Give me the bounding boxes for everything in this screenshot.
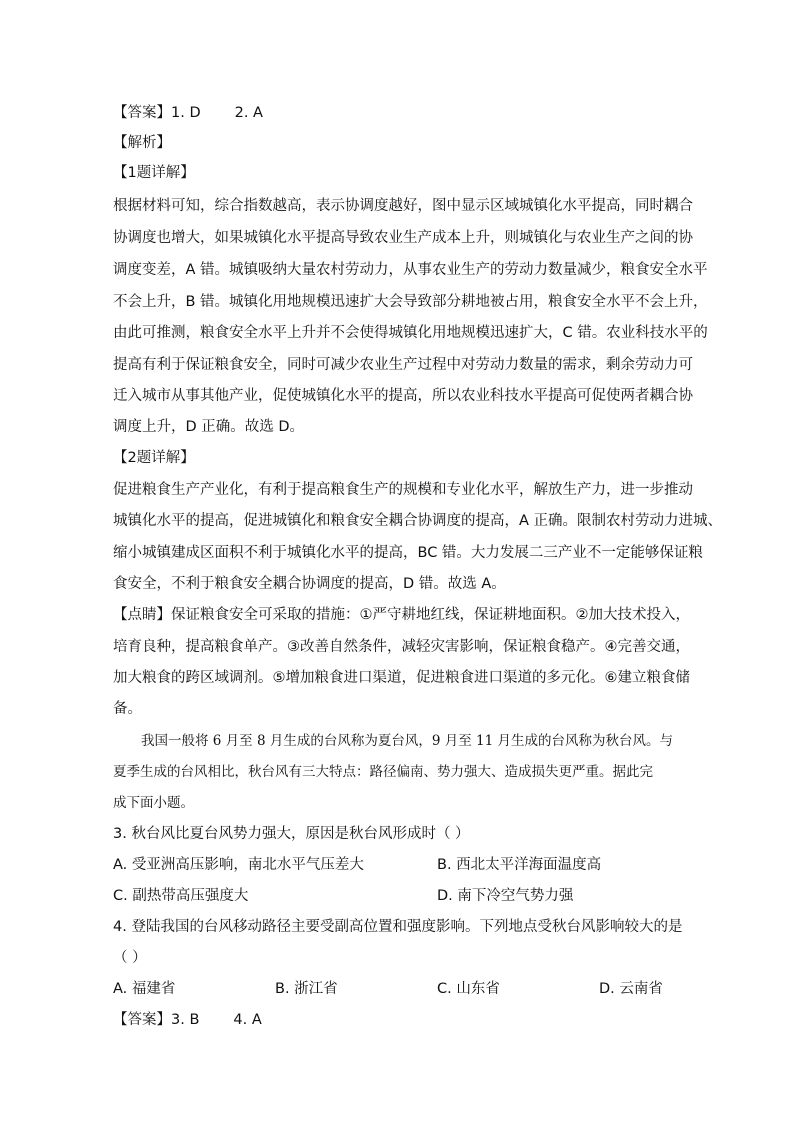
- passage-line: 我国一般将 6 月至 8 月生成的台风称为夏台风，9 月至 11 月生成的台风称为秋台风。与: [141, 733, 673, 749]
- q2-line: 促进粮食生产产业化，有利于提高粮食生产的规模和专业化水平，解放生产力，进一步推动: [113, 482, 693, 498]
- q1-line: 不会上升，B 错。城镇化用地规模迅速扩大会导致部分耕地被占用，粮食安全水平不会上升，: [113, 294, 708, 310]
- question-3-option-b: B. 西北太平洋海面温度高: [437, 857, 602, 873]
- question-3-option-c: C. 副热带高压强度大: [113, 888, 249, 904]
- question-3-stem: 3. 秋台风比夏台风势力强大，原因是秋台风形成时（ ）: [113, 826, 470, 842]
- q2-detail-tag: 【2题详解】: [113, 450, 195, 466]
- q2-line: 城镇化水平的提高，促进城镇化和粮食安全耦合协调度的提高，A 正确。限制农村劳动力进城、: [113, 513, 723, 529]
- q1-line: 根据材料可知，综合指数越高，表示协调度越好，图中显示区域城镇化水平提高，同时耦合: [113, 198, 693, 214]
- passage-line: 成下面小题。: [113, 795, 194, 811]
- answer-3: 3. B: [171, 1012, 200, 1028]
- q1-line: 迁入城市从事其他产业，促使城镇化水平的提高，所以农业科技水平提高可促使两者耦合协: [113, 388, 693, 404]
- question-4-paren: （ ）: [113, 950, 147, 966]
- answer-4: 4. A: [233, 1012, 262, 1028]
- q2-line: 缩小城镇建成区面积不利于城镇化水平的提高，BC 错。大力发展二三产业不一定能够保证粮: [113, 545, 703, 561]
- q1-detail-tag: 【1题详解】: [113, 165, 195, 181]
- question-3-option-d: D. 南下冷空气势力强: [437, 888, 574, 904]
- question-4-option-a: A. 福建省: [113, 981, 176, 997]
- answer-tag: 【答案】: [113, 1012, 171, 1028]
- q2-line: 食安全，不利于粮食安全耦合协调度的提高，D 错。故选 A。: [113, 576, 506, 592]
- q1-line: 调度上升，D 正确。故选 D。: [113, 419, 305, 435]
- answer-tag: 【答案】: [113, 105, 171, 121]
- passage-line: 夏季生成的台风相比，秋台风有三大特点：路径偏南、势力强大、造成损失更严重。据此完: [113, 764, 653, 780]
- question-4-option-d: D. 云南省: [599, 981, 663, 997]
- tip-line: 备。: [113, 701, 142, 717]
- answer-2: 2. A: [234, 105, 263, 121]
- question-4-option-c: C. 山东省: [437, 981, 500, 997]
- answer-line-1: [113, 103, 683, 123]
- tip-line: 加大粮食的跨区域调剂。⑤增加粮食进口渠道，促进粮食进口渠道的多元化。⑥建立粮食储: [113, 670, 690, 686]
- answer-1: 1. D: [171, 105, 201, 121]
- q1-line: 协调度也增大，如果城镇化水平提高导致农业生产成本上升，则城镇化与农业生产之间的协: [113, 230, 693, 246]
- tip-line: 【点睛】保证粮食安全可采取的措施：①严守耕地红线，保证耕地面积。②加大技术投入，: [113, 607, 690, 623]
- q1-line: 由此可推测，粮食安全水平上升并不会使得城镇化用地规模迅速扩大，C 错。农业科技水平的: [113, 325, 708, 341]
- q1-line: 调度变差，A 错。城镇吸纳大量农村劳动力，从事农业生产的劳动力数量减少，粮食安全水平: [113, 262, 708, 278]
- tip-line: 培育良种，提高粮食单产。③改善自然条件，减轻灾害影响，保证粮食稳产。④完善交通，: [113, 639, 690, 655]
- question-3-option-a: A. 受亚洲高压影响，南北水平气压差大: [113, 857, 364, 873]
- analysis-tag: 【解析】: [113, 135, 171, 151]
- question-4-stem: 4. 登陆我国的台风移动路径主要受副高位置和强度影响。下列地点受秋台风影响较大的是: [113, 919, 683, 935]
- q1-line: 提高有利于保证粮食安全，同时可减少农业生产过程中对劳动力数量的需求，剩余劳动力可: [113, 357, 693, 373]
- answer-line-2: [113, 1010, 683, 1030]
- question-4-option-b: B. 浙江省: [275, 981, 338, 997]
